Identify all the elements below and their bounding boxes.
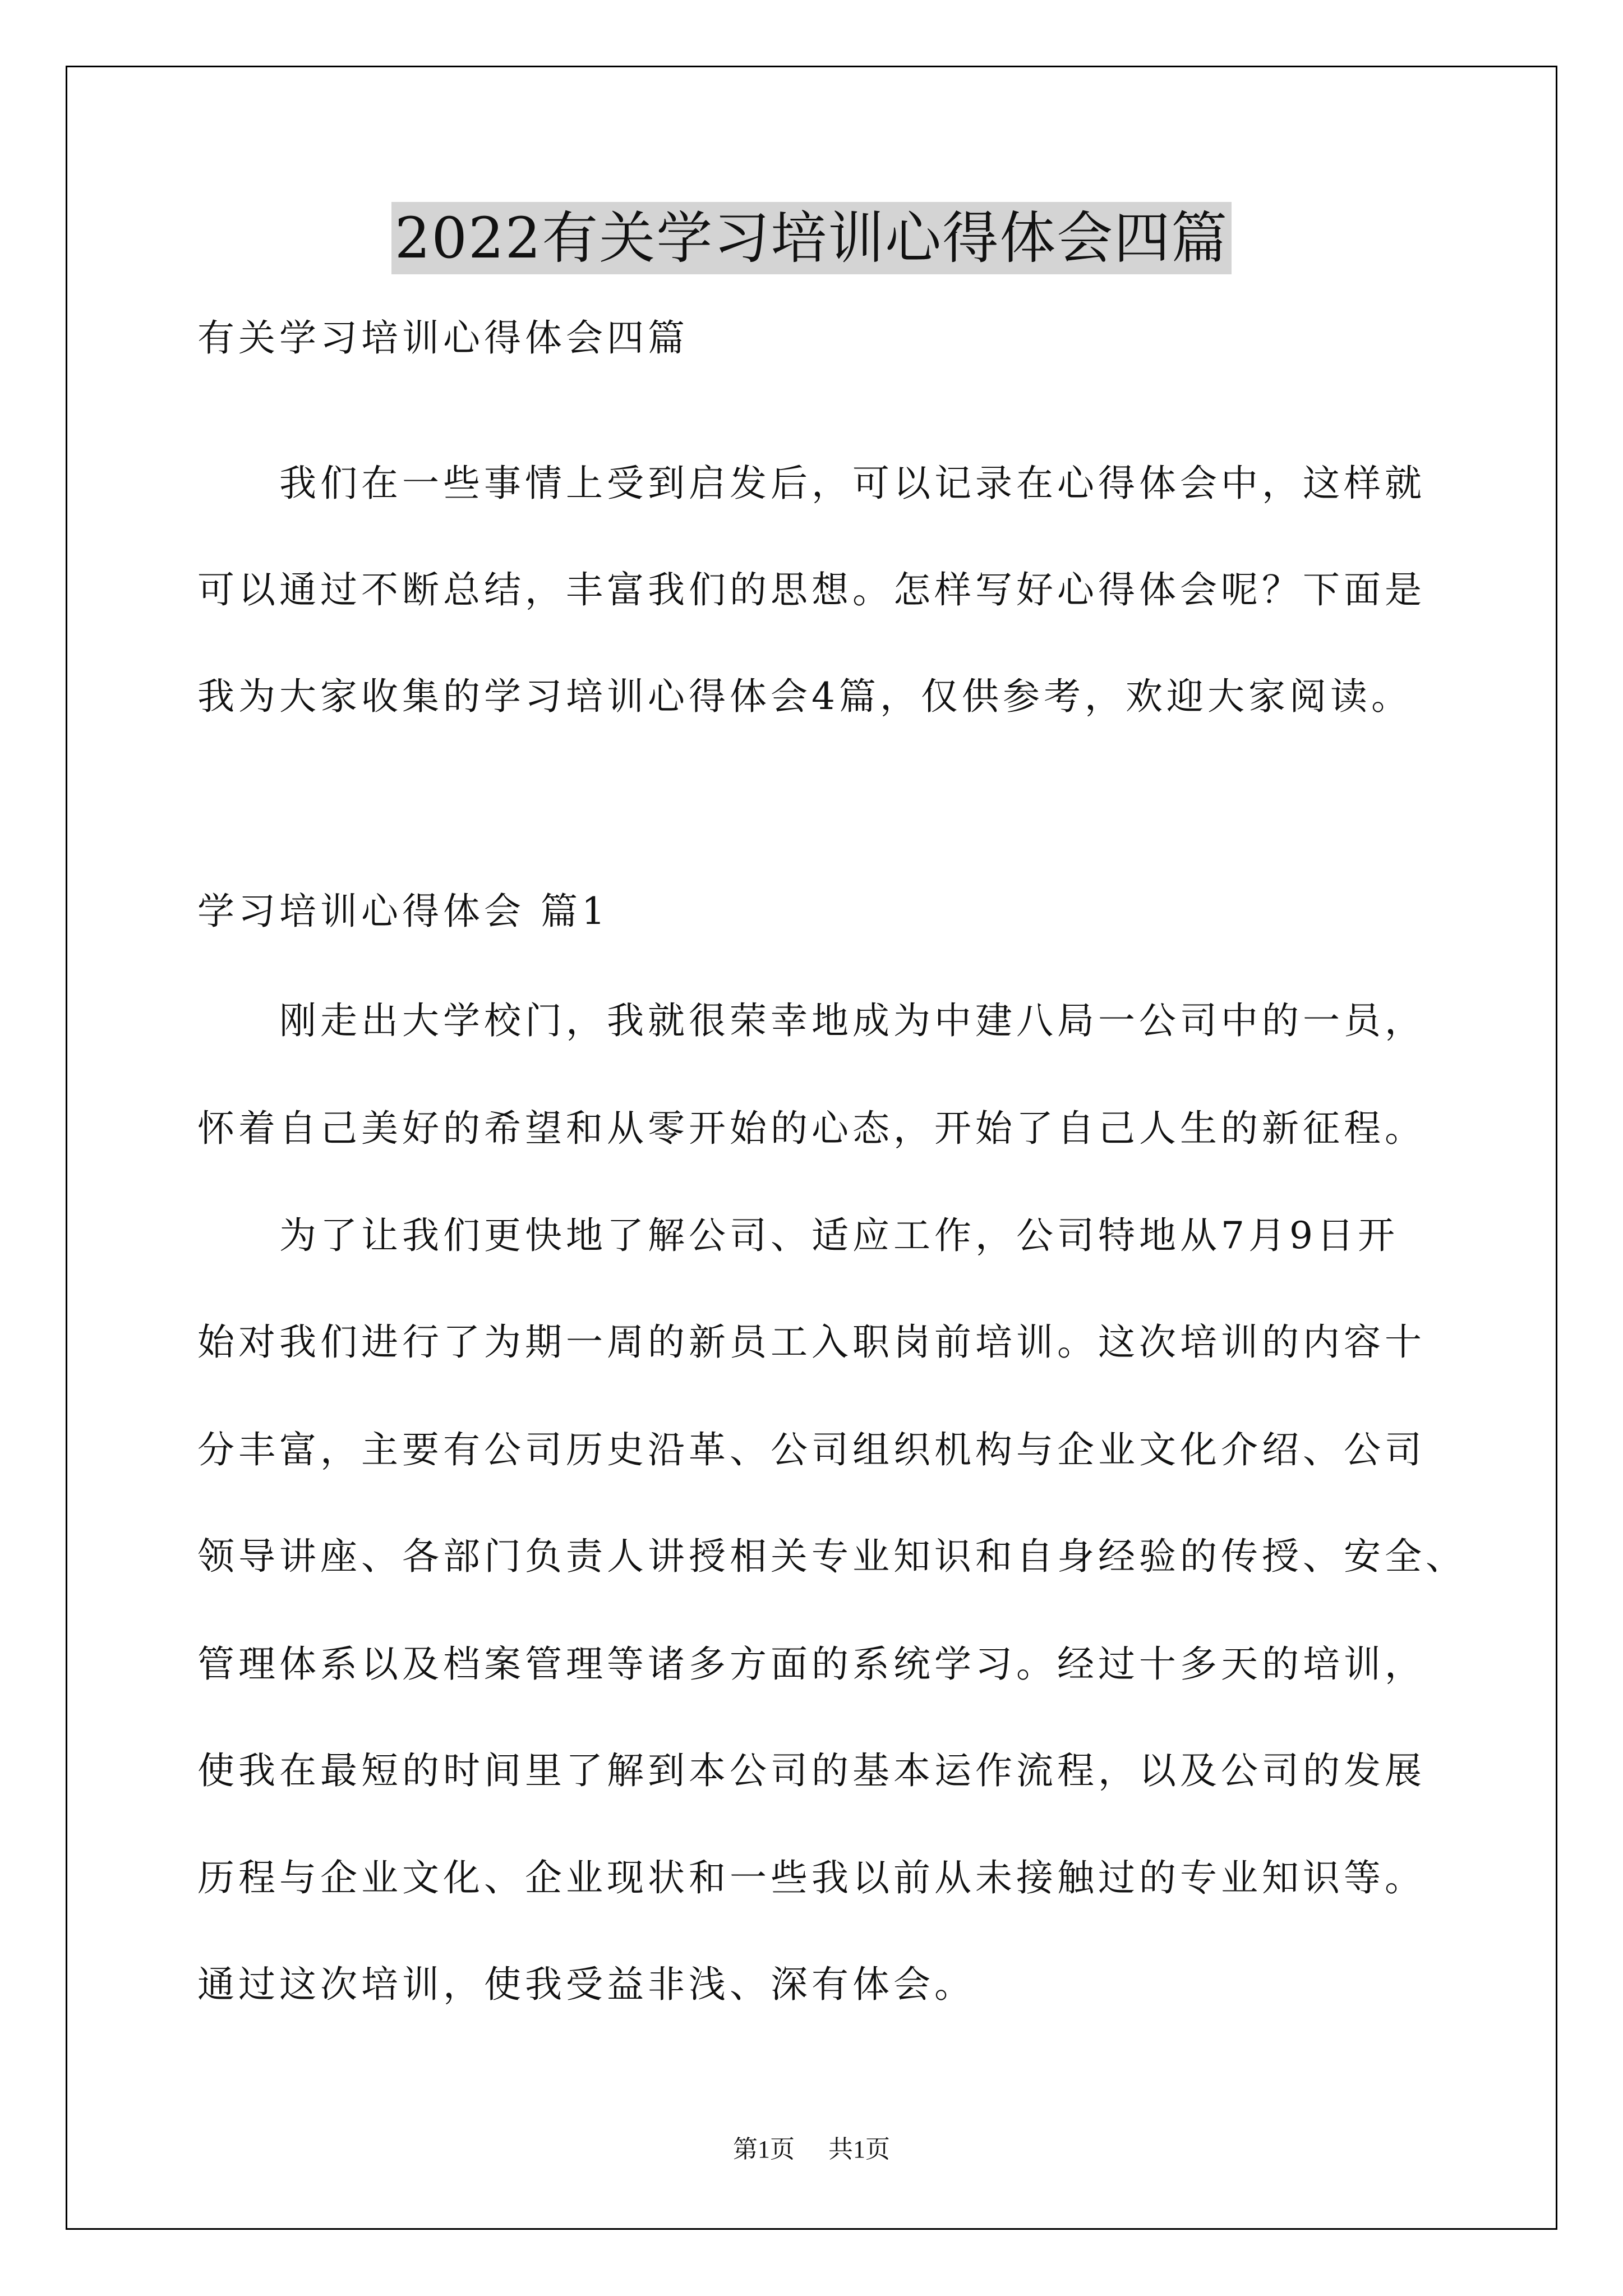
document-title-text: 2022有关学习培训心得体会四篇 <box>391 202 1232 274</box>
para2-line-4: 领导讲座、各部门负责人讲授相关专业知识和自身经验的传授、安全、 <box>197 1535 1467 1578</box>
page-footer <box>0 2133 1623 2166</box>
document-subtitle: 有关学习培训心得体会四篇 <box>197 316 689 360</box>
para2-line-7: 历程与企业文化、企业现状和一些我以前从未接触过的专业知识等。 <box>197 1856 1426 1899</box>
para2-line-8: 通过这次培训，使我受益非浅、深有体会。 <box>197 1963 975 2006</box>
para2-line-1: 为了让我们更快地了解公司、适应工作，公司特地从7月9日开 <box>279 1214 1399 1257</box>
intro-line-1: 我们在一些事情上受到启发后，可以记录在心得体会中，这样就 <box>279 462 1426 505</box>
intro-line-2: 可以通过不断总结，丰富我们的思想。怎样写好心得体会呢？下面是 <box>197 568 1426 611</box>
intro-line-3: 我为大家收集的学习培训心得体会4篇，仅供参考，欢迎大家阅读。 <box>197 675 1412 718</box>
document-title <box>0 199 1623 278</box>
page-number-current: 第1页 <box>733 2136 795 2163</box>
para2-line-6: 使我在最短的时间里了解到本公司的基本运作流程，以及公司的发展 <box>197 1749 1426 1792</box>
para2-line-2: 始对我们进行了为期一周的新员工入职岗前培训。这次培训的内容十 <box>197 1320 1426 1364</box>
para2-line-5: 管理体系以及档案管理等诸多方面的系统学习。经过十多天的培训， <box>197 1642 1426 1686</box>
page-number-total: 共1页 <box>828 2136 890 2163</box>
para1-line-1: 刚走出大学校门，我就很荣幸地成为中建八局一公司中的一员， <box>279 999 1426 1042</box>
section-heading: 学习培训心得体会 篇1 <box>197 890 609 933</box>
para2-line-3: 分丰富，主要有公司历史沿革、公司组织机构与企业文化介绍、公司 <box>197 1428 1426 1471</box>
para1-line-2: 怀着自己美好的希望和从零开始的心态，开始了自己人生的新征程。 <box>197 1107 1426 1150</box>
